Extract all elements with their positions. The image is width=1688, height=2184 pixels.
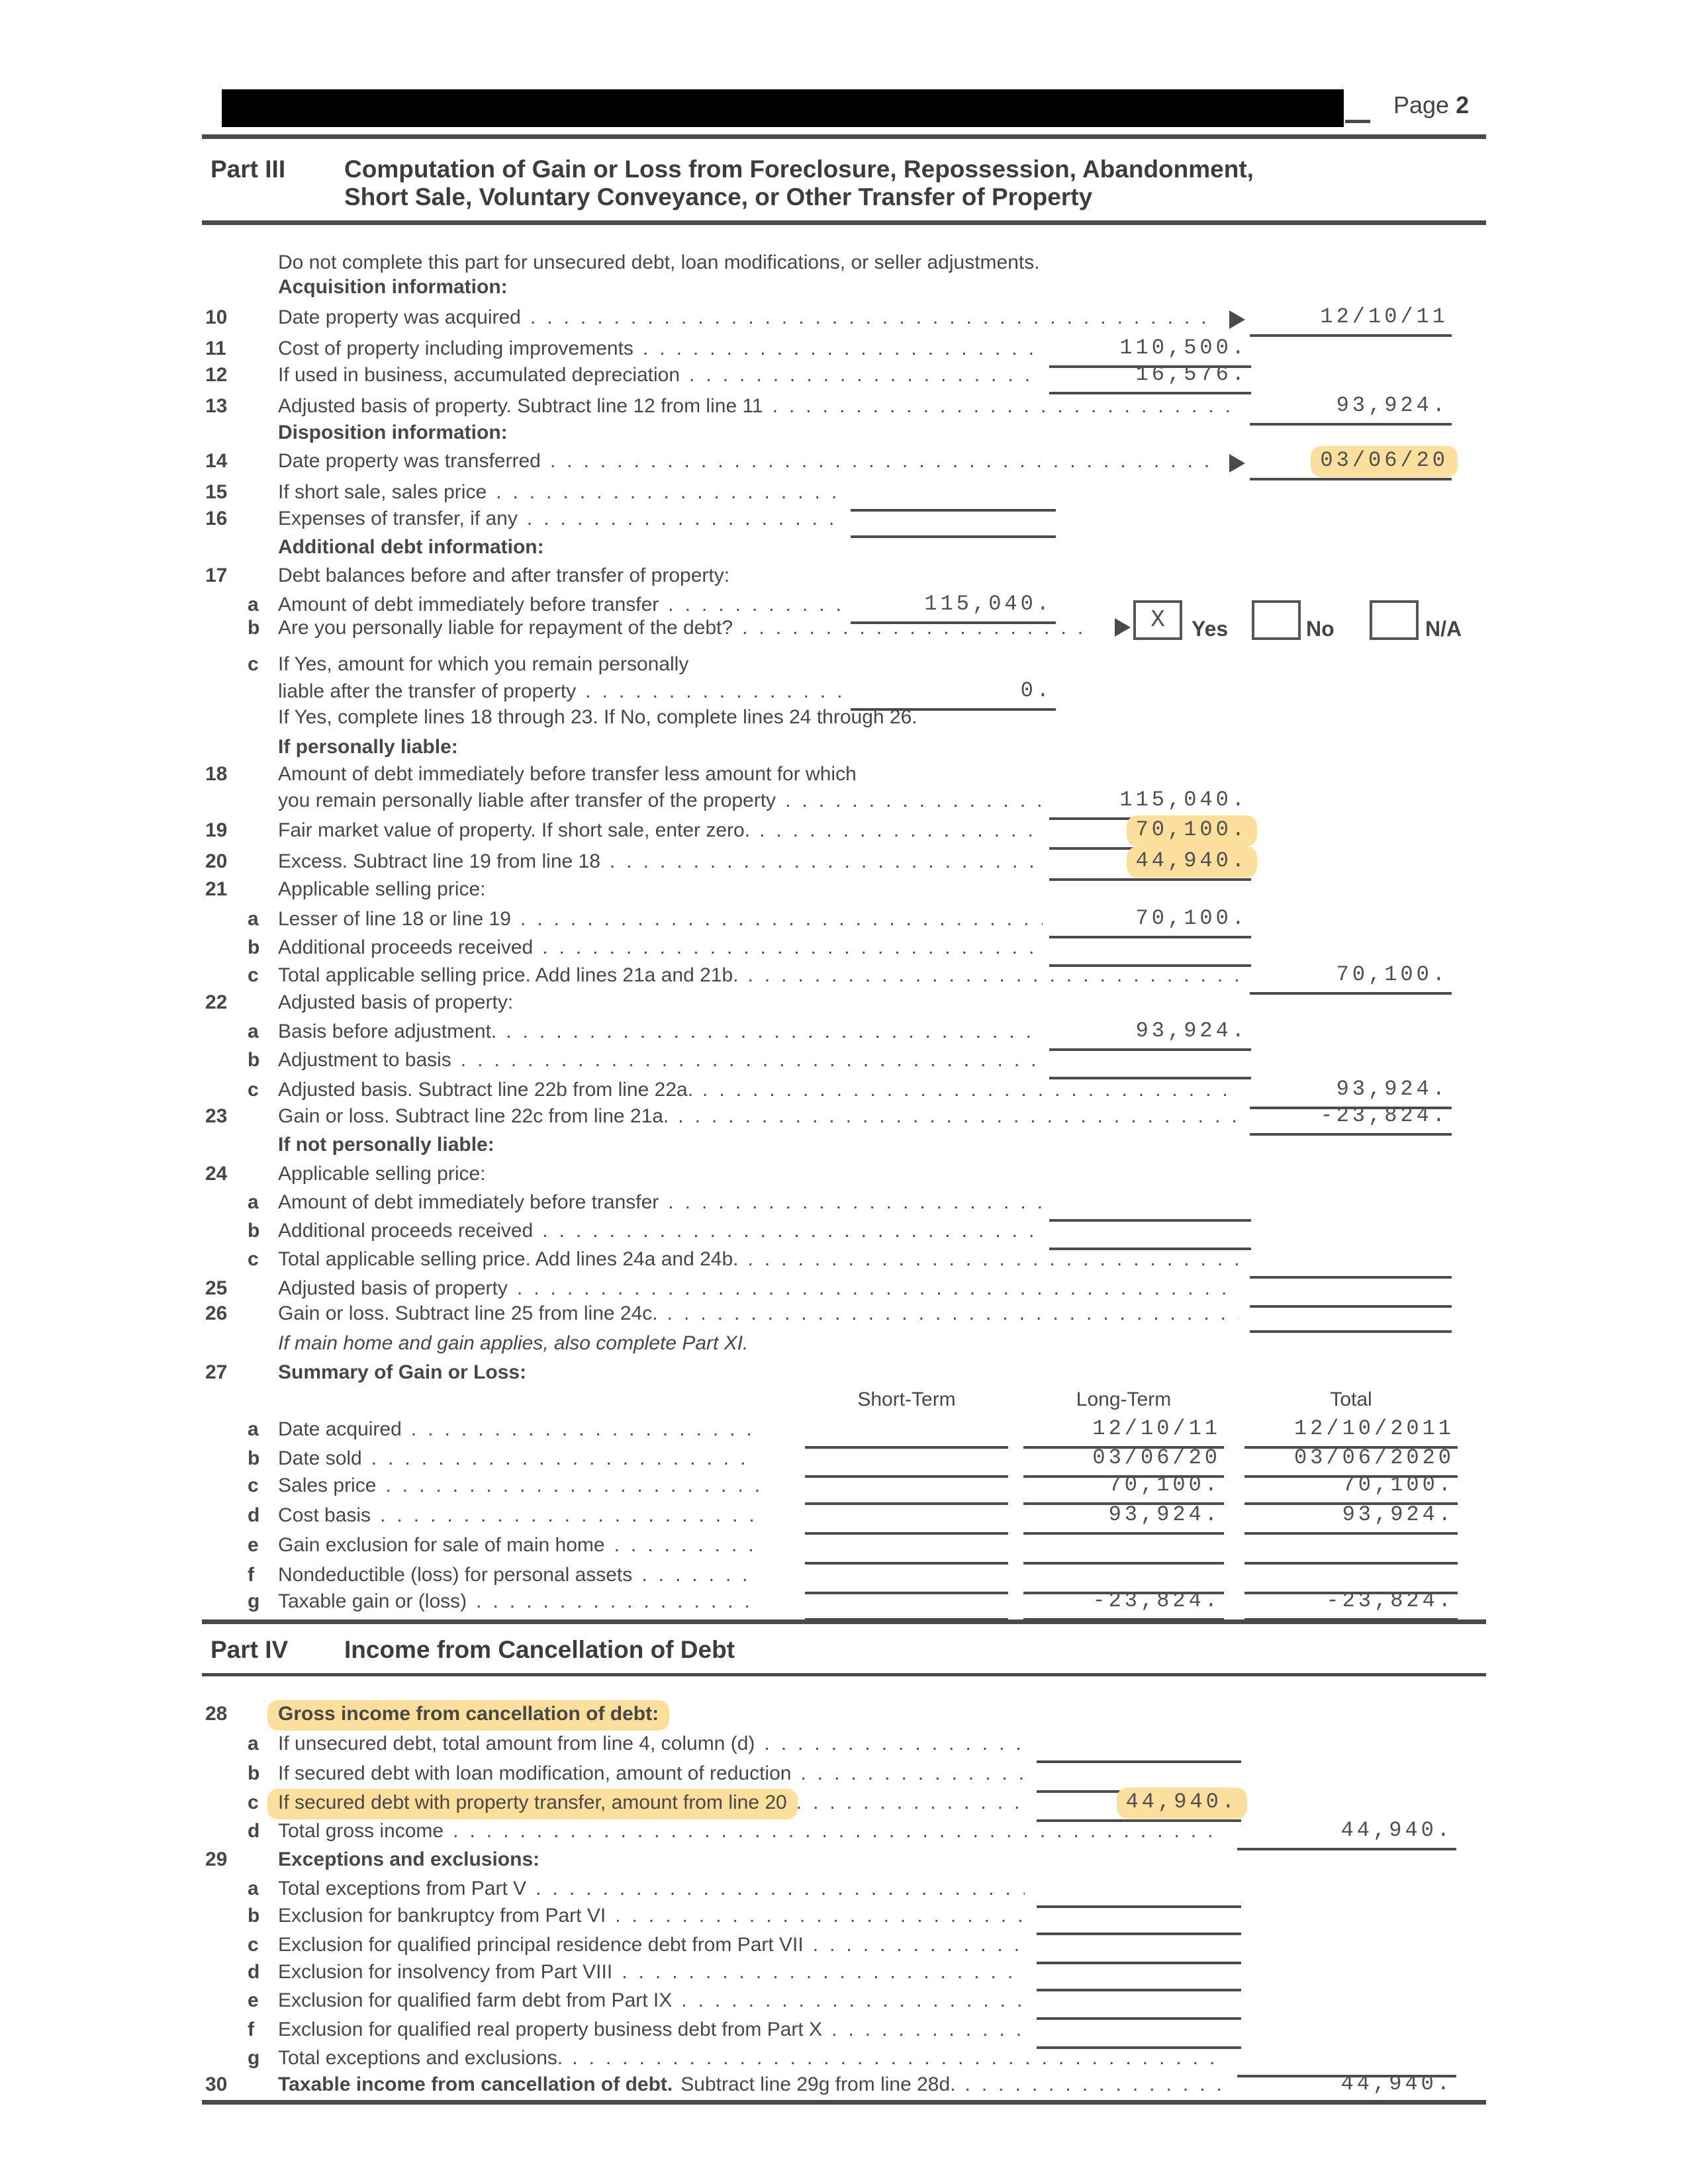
line-29c: c Exclusion for qualified principal residence debt from Part VII ..... [0, 1934, 1688, 1967]
line-30-label-bold: Taxable income from cancellation of debt. [278, 2073, 673, 2095]
line-29b-label: Exclusion for bankruptcy from Part VI [278, 1905, 606, 1927]
line-24b-label: Additional proceeds received [278, 1220, 534, 1242]
heading-disposition: Disposition information: [278, 422, 508, 443]
line-20: 20 Excess. Subtract line 19 from line 18 ..... 44,940. [0, 850, 1688, 884]
dot-leader [681, 1989, 1025, 2012]
line-12-field [1049, 392, 1251, 394]
dot-leader [380, 1504, 759, 1527]
column-header-long-term: Long-Term [1076, 1388, 1172, 1410]
line-29g-label: Total exceptions and exclusions. [278, 2047, 563, 2069]
line-17c-value: 0. [1020, 678, 1053, 703]
dot-leader [667, 1302, 1239, 1325]
line-10-label: Date property was acquired [278, 306, 521, 328]
line-27b: b Date sold ..... 03/06/20 03/06/2020 [0, 1447, 1688, 1480]
line-23: 23 Gain or loss. Subtract line 22c from line 21a. ..... -23,824. [0, 1105, 1688, 1138]
line-27c-label: Sales price [278, 1475, 377, 1496]
line-19: 19 Fair market value of property. If short sale, enter zero. ..... 70,100. [0, 819, 1688, 852]
line-29a-label: Total exceptions from Part V [278, 1878, 527, 1899]
dot-leader [643, 338, 1043, 360]
line-27d: d Cost basis ..... 93,924. 93,924. [0, 1504, 1688, 1537]
line-27e: e Gain exclusion for sale of main home ..... [0, 1534, 1688, 1567]
line-27-label: Summary of Gain or Loss: [278, 1361, 527, 1383]
dot-leader [678, 1105, 1239, 1128]
line-27b-label: Date sold [278, 1447, 362, 1469]
line-29b: b Exclusion for bankruptcy from Part VI ..... [0, 1905, 1688, 1938]
line-21b-label: Additional proceeds received [278, 936, 534, 958]
divider [202, 1619, 1486, 1624]
line-28b: b If secured debt with loan modification, amount of reduction ..... [0, 1762, 1688, 1796]
line-23-label: Gain or loss. Subtract line 22c from line 21a. [278, 1105, 669, 1127]
line-27: 27 Summary of Gain or Loss: [205, 1361, 527, 1383]
dot-leader [747, 1248, 1239, 1271]
dot-leader [785, 790, 1043, 812]
line-10-field [1250, 334, 1452, 337]
line-18-label1: Amount of debt immediately before transfer less amount for which [278, 763, 857, 785]
column-header-total: Total [1330, 1388, 1372, 1410]
line-28c-value [1037, 1790, 1238, 1814]
line-22b-label: Adjustment to basis [278, 1049, 451, 1071]
line-29f: f Exclusion for qualified real property business debt from Part X ..... [0, 2019, 1688, 2052]
dot-leader [517, 1277, 1239, 1300]
line-24c: c Total applicable selling price. Add lines 24a and 24b. ..... [0, 1248, 1688, 1281]
line-29d: d Exclusion for insolvency from Part VIII ..... [0, 1961, 1688, 1994]
line-17c-label1: If Yes, amount for which you remain personally [278, 653, 689, 675]
line-27f: f Nondeductible (loss) for personal assets ..... [0, 1564, 1688, 1597]
line-26-label: Gain or loss. Subtract line 25 from line 24c. [278, 1302, 658, 1324]
line-24a-label: Amount of debt immediately before transfer [278, 1191, 659, 1213]
heading-if-not-personally-liable: If not personally liable: [278, 1134, 494, 1156]
line-17-label: Debt balances before and after transfer of property: [278, 565, 730, 586]
line-17c-label2: liable after the transfer of property [278, 680, 577, 702]
line-29c-label: Exclusion for qualified principal residence debt from Part VII [278, 1934, 804, 1956]
column-header-short-term: Short-Term [857, 1388, 956, 1410]
line-28a: a If unsecured debt, total amount from line 4, column (d) ..... [0, 1733, 1688, 1766]
line-25-label: Adjusted basis of property [278, 1277, 508, 1299]
heading-additional-debt: Additional debt information: [278, 536, 544, 558]
part3-title-line1: Computation of Gain or Loss from Foreclosure, Repossession, Abandonment, [344, 156, 1254, 183]
arrow-icon [1115, 618, 1131, 637]
dot-leader [831, 2019, 1025, 2041]
dot-leader [614, 1534, 759, 1557]
line-27e-label: Gain exclusion for sale of main home [278, 1534, 605, 1556]
line-27g-long-term: -23,824. [1092, 1588, 1221, 1613]
part3-title-line2: Short Sale, Voluntary Conveyance, or Other Transfer of Property [344, 183, 1093, 210]
line-27c-total: 70,100. [1342, 1473, 1454, 1497]
line-13-label: Adjusted basis of property. Subtract line 12 from line 11 [278, 395, 763, 417]
line-16: 16 Expenses of transfer, if any ..... [0, 508, 1688, 541]
dot-leader [813, 1934, 1025, 1956]
dot-leader [520, 908, 1043, 931]
dot-leader [622, 1961, 1025, 1983]
highlight: 44,940. [1127, 846, 1257, 878]
line-12-label: If used in business, accumulated depreciation [278, 364, 680, 386]
line-17b: b Are you personally liable for repayment of the debt? ..... X Yes No N/A [0, 617, 1688, 650]
dot-leader [542, 936, 1043, 959]
line-27b-long-term: 03/06/20 [1092, 1445, 1221, 1470]
line-25: 25 Adjusted basis of property ..... [0, 1277, 1688, 1310]
line-17: 17 Debt balances before and after transfer of property: [205, 565, 730, 586]
line-27b-total: 03/06/2020 [1293, 1445, 1454, 1470]
dot-leader [689, 364, 1043, 387]
line-17b-label: Are you personally liable for repayment of the debt? [278, 617, 733, 639]
line-15: 15 If short sale, sales price ..... [0, 481, 1688, 514]
line-29e-label: Exclusion for qualified farm debt from Part IX [278, 1989, 673, 2011]
line-26: 26 Gain or loss. Subtract line 25 from line 24c. ..... [0, 1302, 1688, 1336]
heading-acquisition: Acquisition information: [278, 276, 508, 298]
line-22c: c Adjusted basis. Subtract line 22b from line 22a. ..... 93,924. [0, 1079, 1688, 1112]
line-29f-label: Exclusion for qualified real property business debt from Part X [278, 2019, 823, 2040]
arrow-icon [1229, 310, 1245, 329]
divider [202, 220, 1486, 225]
line-28d-label: Total gross income [278, 1820, 444, 1842]
line-28b-label: If secured debt with loan modification, amount of reduction [278, 1762, 792, 1784]
dot-leader [773, 395, 1239, 418]
dot-leader [610, 850, 1043, 873]
line-20-label: Excess. Subtract line 19 from line 18 [278, 850, 600, 872]
divider [202, 2100, 1486, 2105]
dot-leader [585, 680, 844, 703]
dot-leader [530, 306, 1218, 329]
checkbox-yes[interactable]: X [1133, 600, 1182, 640]
line-17a-label: Amount of debt immediately before transfer [278, 594, 659, 615]
line-24c-label: Total applicable selling price. Add lines 24a and 24b. [278, 1248, 739, 1270]
line-14-field [1250, 478, 1452, 480]
line-21: 21 Applicable selling price: [205, 878, 486, 900]
line-18: 18 Amount of debt immediately before transfer less amount for which [205, 763, 857, 785]
line-11-label: Cost of property including improvements [278, 338, 633, 359]
line-27a-long-term: 12/10/11 [1092, 1416, 1221, 1441]
line-21c: c Total applicable selling price. Add lines 21a and 21b. ..... 70,100. [0, 964, 1688, 997]
dot-leader [476, 1590, 759, 1613]
line-29: 29 Exceptions and exclusions: [205, 1848, 540, 1870]
highlight: 03/06/20 [1311, 446, 1458, 477]
line-12-value: 16,576. [1135, 362, 1248, 387]
heading-if-personally-liable: If personally liable: [278, 736, 458, 758]
line-23-value: -23,824. [1320, 1103, 1448, 1128]
dot-leader [668, 1191, 1043, 1214]
line-18-label2: you remain personally liable after transfer of the property [278, 790, 776, 811]
line-11-value: 110,500. [1119, 336, 1248, 360]
line-30: 30 Taxable income from cancellation of debt. Subtract line 29g from line 28d. ..... 44,940. [0, 2073, 1688, 2107]
line-21c-label: Total applicable selling price. Add lines 21a and 21b. [278, 964, 739, 986]
line-27a-total: 12/10/2011 [1293, 1416, 1454, 1441]
line-13: 13 Adjusted basis of property. Subtract line 12 from line 11 ..... 93,924. [0, 395, 1688, 428]
dot-leader [572, 2047, 1226, 2070]
line-28a-label: If unsecured debt, total amount from line 4, column (d) [278, 1733, 755, 1754]
dot-leader [742, 617, 1094, 639]
part4-label: Part IV [211, 1636, 289, 1663]
divider [202, 134, 1486, 139]
line-16-label: Expenses of transfer, if any [278, 508, 518, 529]
line-14-label: Date property was transferred [278, 450, 541, 472]
line-27a: a Date acquired ..... 12/10/11 12/10/2011 [0, 1418, 1688, 1451]
line-19-value [1049, 817, 1248, 842]
line-29e: e Exclusion for qualified farm debt from Part IX ..... [0, 1989, 1688, 2023]
line-29a: a Total exceptions from Part V ..... [0, 1878, 1688, 1911]
dot-leader [527, 508, 844, 530]
line-22c-label: Adjusted basis. Subtract line 22b from line 22a. [278, 1079, 694, 1101]
line-24-label: Applicable selling price: [278, 1163, 486, 1185]
line-22a-label: Basis before adjustment. [278, 1021, 497, 1042]
line-27d-long-term: 93,924. [1108, 1502, 1221, 1527]
dot-leader [371, 1447, 759, 1470]
line-14-value [1250, 448, 1448, 473]
dot-leader [542, 1220, 1043, 1242]
line-12: 12 If used in business, accumulated depreciation ..... 16,576. [0, 364, 1688, 397]
dot-leader [668, 594, 844, 616]
line-27d-total: 93,924. [1342, 1502, 1454, 1527]
header-underscore [1345, 120, 1370, 123]
dot-leader [615, 1905, 1025, 1927]
line-21-label: Applicable selling price: [278, 878, 486, 900]
line-18-cont [0, 790, 1688, 823]
part3-intro: Do not complete this part for unsecured debt, loan modifications, or seller adjustments. [278, 251, 1040, 273]
page-number: Page 2 [1393, 91, 1470, 118]
part4-title: Income from Cancellation of Debt [344, 1636, 735, 1663]
line-14: 14 Date property was transferred ..... 03/06/20 [0, 450, 1688, 483]
checkbox-na[interactable] [1370, 600, 1419, 640]
redaction-bar [222, 89, 1344, 127]
line-28d: d Total gross income ..... 44,940. [0, 1820, 1688, 1853]
dot-leader [496, 481, 844, 504]
line-27d-label: Cost basis [278, 1504, 371, 1526]
highlight: If secured debt with property transfer, amount from line 20 [267, 1789, 798, 1819]
highlight: Gross income from cancellation of debt: [267, 1700, 669, 1731]
dot-leader [702, 1079, 1239, 1101]
dot-leader [461, 1049, 1043, 1071]
line-27c-long-term: 70,100. [1108, 1473, 1221, 1497]
line-27f-label: Nondeductible (loss) for personal assets [278, 1564, 633, 1586]
line-29d-label: Exclusion for insolvency from Part VIII [278, 1961, 613, 1983]
dot-leader [453, 1820, 1226, 1843]
line-30-value: 44,940. [1340, 2071, 1453, 2096]
line-27g-label: Taxable gain or (loss) [278, 1590, 467, 1612]
line-28c-label [278, 1792, 787, 1814]
line-21b: b Additional proceeds received ..... [0, 936, 1688, 970]
note-if-yes: If Yes, complete lines 18 through 23. If No, complete lines 24 through 26. [278, 706, 917, 728]
line-10: 10 Date property was acquired ..... 12/10/11 [0, 306, 1688, 340]
line-30-label-rest: Subtract line 29g from line 28d. [680, 2073, 956, 2095]
checkbox-na-label: N/A [1425, 617, 1462, 641]
line-17c: c If Yes, amount for which you remain personally [248, 653, 689, 675]
line-22a-value: 93,924. [1135, 1019, 1248, 1043]
line-13-value: 93,924. [1336, 393, 1448, 418]
arrow-icon [1229, 454, 1245, 473]
line-28: 28 Gross income from cancellation of debt: [0, 1703, 1688, 1736]
line-15-label: If short sale, sales price [278, 481, 487, 503]
line-22c-value: 93,924. [1336, 1077, 1448, 1101]
line-28c: c If secured debt with property transfer, amount from line 20 ..... 44,940. [0, 1792, 1688, 1825]
divider [202, 1673, 1486, 1676]
dot-leader [759, 819, 1043, 842]
dot-leader [536, 1878, 1025, 1900]
line-29-label: Exceptions and exclusions: [278, 1848, 540, 1870]
note-main-home: If main home and gain applies, also complete Part XI. [278, 1332, 749, 1354]
line-24: 24 Applicable selling price: [205, 1163, 486, 1185]
line-17a-value: 115,040. [924, 592, 1053, 616]
line-21a-label: Lesser of line 18 or line 19 [278, 908, 511, 930]
dot-leader [965, 2073, 1227, 2096]
checkbox-no[interactable] [1252, 600, 1301, 640]
line-24a: a Amount of debt immediately before transfer ..... [0, 1191, 1688, 1224]
dot-leader [411, 1418, 759, 1441]
line-22-label: Adjusted basis of property: [278, 991, 514, 1013]
checkbox-yes-label: Yes [1192, 617, 1229, 641]
dot-leader [506, 1021, 1043, 1043]
line-18-value: 115,040. [1119, 788, 1248, 812]
part3-label: Part III [211, 156, 286, 183]
line-27c: c Sales price ..... 70,100. 70,100. [0, 1475, 1688, 1508]
dot-leader [641, 1564, 759, 1586]
highlight: 70,100. [1127, 815, 1257, 846]
line-11: 11 Cost of property including improvements ..... 110,500. [0, 338, 1688, 371]
line-28d-value: 44,940. [1340, 1818, 1453, 1843]
line-28-label [278, 1703, 659, 1725]
line-27a-label: Date acquired [278, 1418, 402, 1440]
dot-leader [796, 1792, 1025, 1814]
dot-leader [764, 1733, 1025, 1755]
dot-leader [550, 450, 1218, 473]
line-17a: a Amount of debt immediately before transfer ..... 115,040. [0, 594, 1688, 627]
dot-leader [385, 1475, 759, 1497]
dot-leader [747, 964, 1239, 987]
checkbox-no-label: No [1306, 617, 1335, 641]
line-21c-value: 70,100. [1336, 962, 1448, 987]
line-24b: b Additional proceeds received ..... [0, 1220, 1688, 1253]
line-22b: b Adjustment to basis ..... [0, 1049, 1688, 1082]
highlight: 44,940. [1117, 1788, 1247, 1819]
line-10-value: 12/10/11 [1320, 304, 1448, 329]
line-22: 22 Adjusted basis of property: [205, 991, 514, 1013]
line-22a: a Basis before adjustment. ..... 93,924. [0, 1021, 1688, 1054]
line-21a-value: 70,100. [1135, 906, 1248, 931]
line-27g: g Taxable gain or (loss) ..... -23,824. -23,824. [0, 1590, 1688, 1623]
line-27g-total: -23,824. [1326, 1588, 1454, 1613]
line-20-value [1049, 848, 1248, 873]
line-19-label: Fair market value of property. If short sale, enter zero. [278, 819, 751, 841]
line-29g: g Total exceptions and exclusions. ..... [0, 2047, 1688, 2080]
line-21a: a Lesser of line 18 or line 19 ..... 70,100. [0, 908, 1688, 941]
dot-leader [800, 1762, 1025, 1785]
